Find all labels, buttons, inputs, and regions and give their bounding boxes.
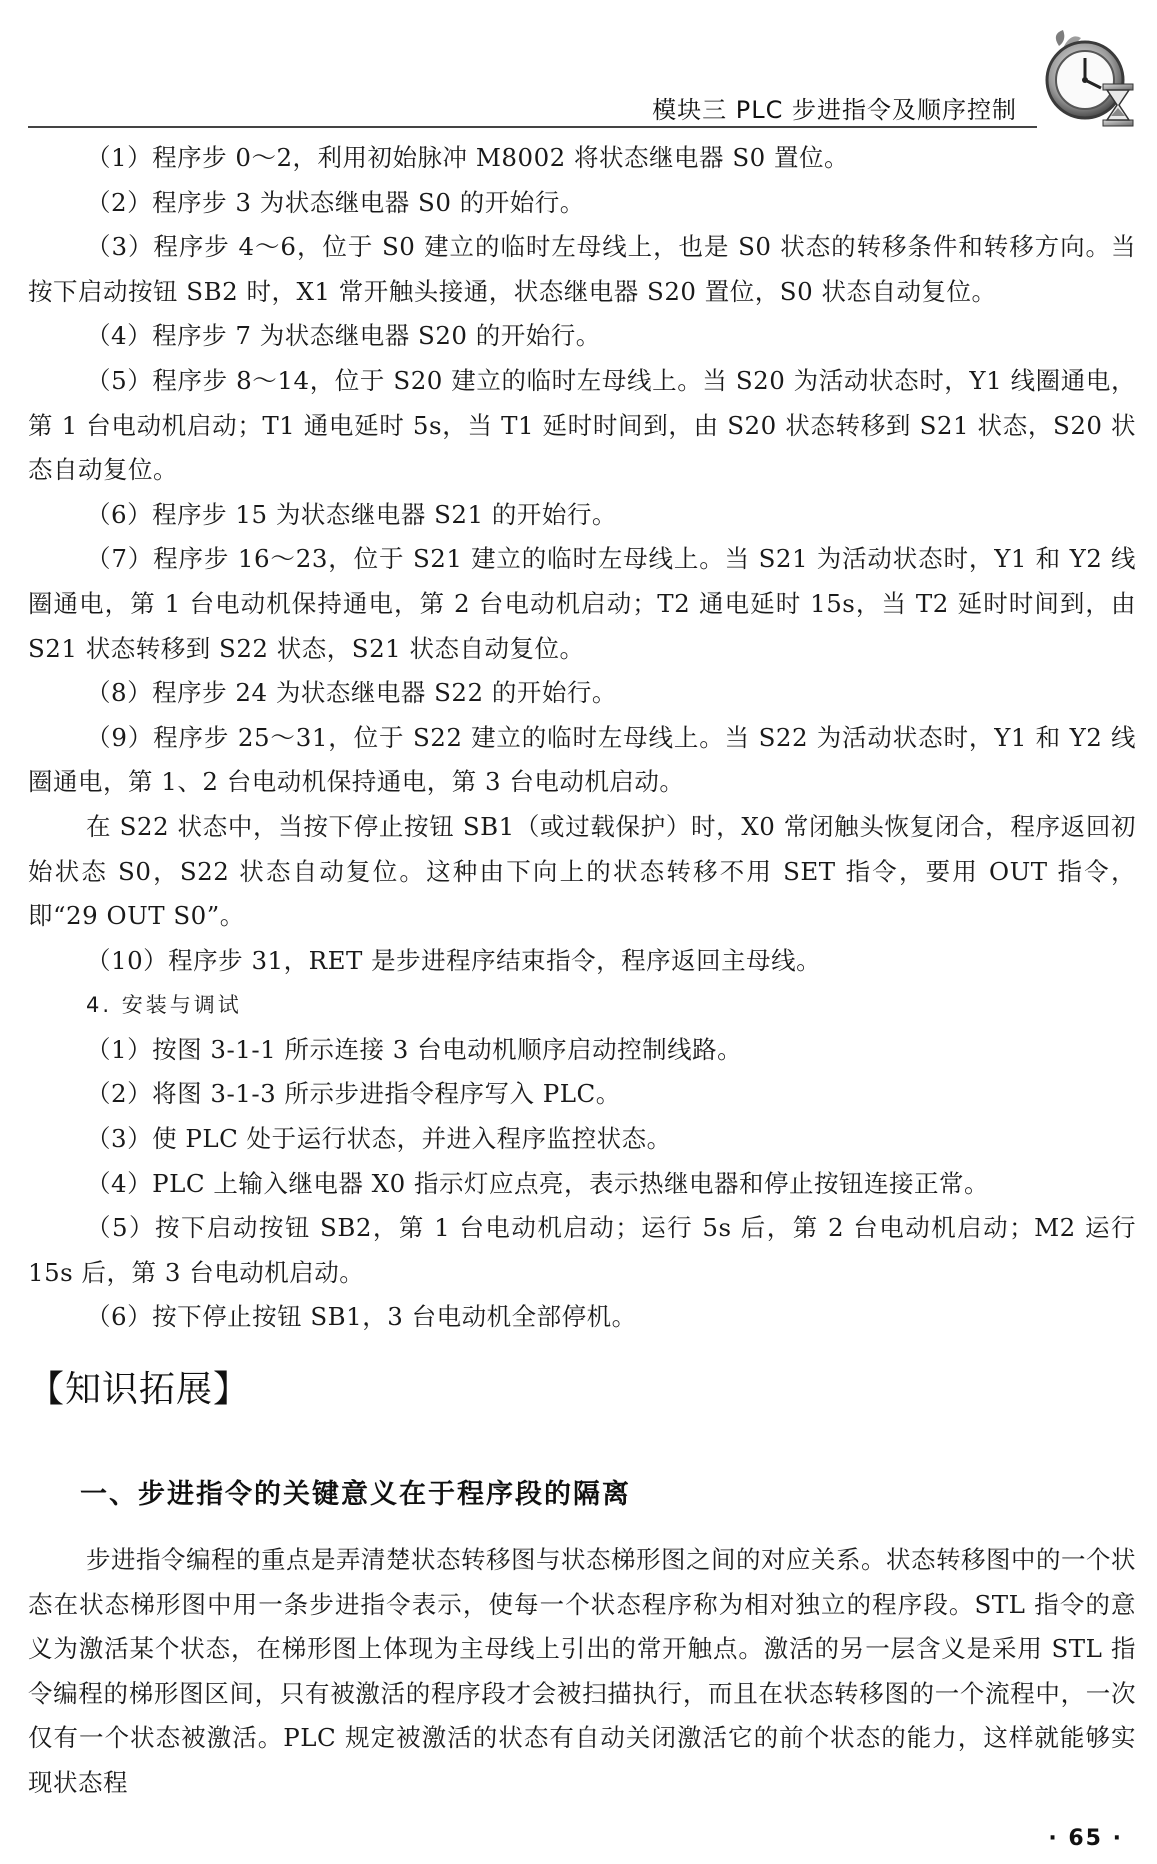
install-step-3: （3）使 PLC 处于运行状态，并进入程序监控状态。 (86, 1124, 672, 1154)
page-content (28, 136, 1136, 1806)
paragraph-step-1: （1）程序步 0～2，利用初始脉冲 M8002 将状态继电器 S0 置位。 (86, 143, 850, 172)
paragraph-step-8: （8）程序步 24 为状态继电器 S22 的开始行。 (86, 678, 617, 708)
heading-step-instruction-significance: 一、步进指令的关键意义在于程序段的隔离 (80, 1479, 631, 1511)
header-rule (28, 126, 1037, 128)
header-title: 模块三 PLC 步进指令及顺序控制 (652, 96, 1017, 124)
section-title-knowledge-extension: 【知识拓展】 (28, 1369, 251, 1411)
install-heading: 4. 安装与调试 (86, 993, 242, 1018)
install-step-1: （1）按图 3-1-1 所示连接 3 台电动机顺序启动控制线路。 (86, 1034, 743, 1064)
page-header (0, 0, 1157, 130)
paragraph-step-7: （7）程序步 16～23，位于 S21 建立的临时左母线上。当 S21 为活动状态时，Y1 和 Y2 线圈通电，第 1 台电动机保持通电，第 2 台电动机启动；T2 通电延时 15s，当 T2 延时时间到，由 S21 状态转移到 S22 状态，S21 状态自动复位。 (28, 544, 1136, 663)
clock-hourglass-icon (1041, 28, 1137, 128)
page-number: · 65 · (1048, 1826, 1123, 1851)
paragraph-step-4: （4）程序步 7 为状态继电器 S20 的开始行。 (86, 321, 601, 351)
paragraph-stop-note: 在 S22 状态中，当按下停止按钮 SB1（或过载保护）时，X0 常闭触头恢复闭合，程序返回初始状态 S0，S22 状态自动复位。这种由下向上的状态转移不用 SET 指令，要用 OUT 指令，即“29 OUT S0”。 (28, 811, 1136, 931)
install-step-2: （2）将图 3-1-3 所示步进指令程序写入 PLC。 (86, 1079, 621, 1109)
paragraph-step-3: （3）程序步 4～6，位于 S0 建立的临时左母线上，也是 S0 状态的转移条件和转移方向。当按下启动按钮 SB2 时，X1 常开触头接通，状态继电器 S20 置位，S0 状态自动复位。 (28, 232, 1136, 306)
paragraph-step-10: （10）程序步 31，RET 是步进程序结束指令，程序返回主母线。 (86, 945, 822, 975)
paragraph-step-6: （6）程序步 15 为状态继电器 S21 的开始行。 (86, 499, 617, 529)
paragraph-final: 步进指令编程的重点是弄清楚状态转移图与状态梯形图之间的对应关系。状态转移图中的一个状态在状态梯形图中用一条步进指令表示，使每一个状态程序称为相对独立的程序段。STL 指令的意义为激活某个状态，在梯形图上体现为主母线上引出的常开触点。激活的另一层含义是采用 STL 指令编程的梯形图区间，只有被激活的程序段才会被扫描执行，而且在状态转移图的一个流程中，一次仅有一个状态被激活。PLC 规定被激活的状态有自动关闭激活它的前个状态的能力，这样就能够实现状态程 (28, 1545, 1136, 1797)
paragraph-step-5: （5）程序步 8～14，位于 S20 建立的临时左母线上。当 S20 为活动状态时，Y1 线圈通电，第 1 台电动机启动；T1 通电延时 5s，当 T1 延时时间到，由 S20 状态转移到 S21 状态，S20 状态自动复位。 (28, 365, 1136, 485)
paragraph-step-9: （9）程序步 25～31，位于 S22 建立的临时左母线上。当 S22 为活动状态时，Y1 和 Y2 线圈通电，第 1、2 台电动机保持通电，第 3 台电动机启动。 (28, 722, 1136, 797)
install-step-4: （4）PLC 上输入继电器 X0 指示灯应点亮，表示热继电器和停止按钮连接正常。 (86, 1168, 989, 1198)
install-step-6: （6）按下停止按钮 SB1，3 台电动机全部停机。 (86, 1302, 637, 1332)
paragraph-step-2: （2）程序步 3 为状态继电器 S0 的开始行。 (86, 187, 585, 217)
install-step-5: （5）按下启动按钮 SB2，第 1 台电动机启动；运行 5s 后，第 2 台电动机启动；M2 运行 15s 后，第 3 台电动机启动。 (28, 1213, 1136, 1287)
